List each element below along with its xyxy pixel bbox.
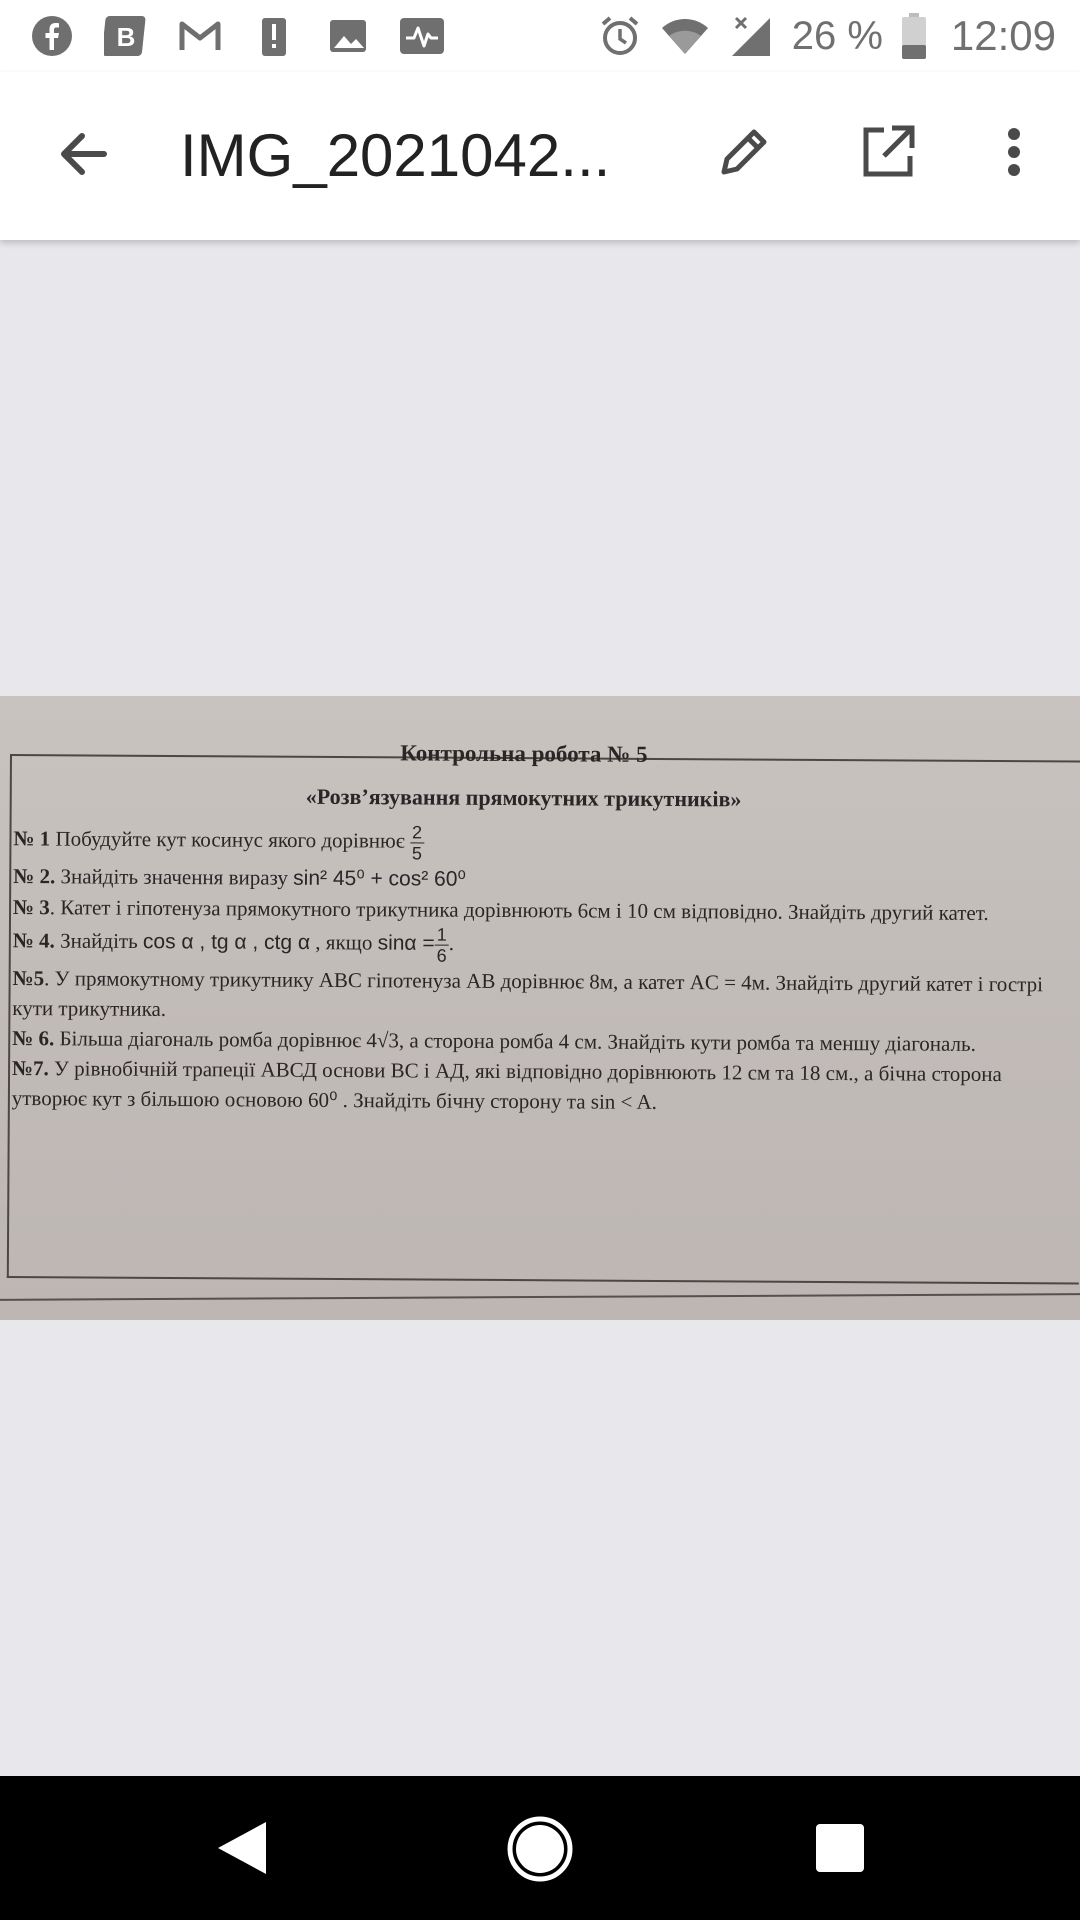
system-icons	[598, 10, 1056, 62]
nav-back-icon[interactable]	[210, 1816, 274, 1880]
task-7: №7. У рівнобічній трапеції АВСД основи ВС і АД, які відповідно дорівнюють 12 см та 18 см., а бічна сторона утворює кут з більшою основою 60⁰ . Знайдіть бічну сторону та sin < A.	[11, 1055, 1002, 1114]
back-arrow-icon[interactable]	[52, 122, 116, 186]
more-vert-icon[interactable]	[990, 120, 1038, 184]
status-bar	[0, 0, 1080, 72]
edit-icon[interactable]	[712, 120, 776, 184]
task-6: № 6. Більша діагональ ромба дорівнює 4√3, а сторона ромба 4 см. Знайдіть кути ромба та меншу діагональ.	[12, 1025, 976, 1056]
document-photo[interactable]	[0, 696, 1080, 1320]
open-external-icon[interactable]	[856, 120, 920, 184]
task-2: № 2. Знайдіть значення виразу sin² 45⁰ + cos² 60⁰	[13, 863, 466, 891]
facebook-icon	[28, 12, 76, 60]
image-icon	[324, 12, 372, 60]
app-bar	[0, 72, 1080, 240]
activity-icon	[398, 12, 446, 60]
task-5: №5. У прямокутному трикутнику ABC гіпотенуза AB дорівнює 8м, а катет AC = 4м. Знайдіть другий катет і гострі кути трикутника.	[12, 965, 1044, 1021]
document-heading: Контрольна робота № 5	[400, 740, 648, 767]
alert-icon	[250, 12, 298, 60]
file-title: IMG_2021042...	[180, 122, 611, 189]
fraction: $\frac{2}{5}$	[411, 822, 423, 864]
gmail-icon	[176, 12, 224, 60]
svg-text:B: B	[116, 22, 136, 52]
battery-icon	[901, 13, 927, 59]
document-text	[12, 736, 1074, 1119]
document-subheading: «Розв’язування прямокутних трикутників»	[305, 783, 742, 812]
sheet-bottom-line	[0, 1293, 1080, 1301]
notification-icons	[28, 12, 446, 60]
nav-recents-icon[interactable]	[816, 1824, 864, 1872]
signal-icon	[728, 14, 774, 58]
photo-viewer[interactable]	[0, 240, 1080, 1776]
wifi-icon	[660, 14, 710, 58]
battery-percentage: 26 %	[791, 13, 883, 58]
nav-home-icon[interactable]	[505, 1814, 575, 1884]
fraction: $\frac{1}{6}$	[436, 924, 447, 966]
clock: 12:09	[950, 12, 1056, 59]
task-4: № 4. Знайдіть cos α , tg α , ctg α , якщо sinα = $\frac{1}{6}$ .	[12, 924, 455, 966]
vk-icon	[102, 12, 150, 60]
task-1: № 1 Побудуйте кут косинус якого дорівнює $\frac{2}{5}$	[13, 822, 423, 864]
task-3: № 3. Катет і гіпотенуза прямокутного трикутника дорівнюють 6см і 10 см відповідно. Знайдіть другий катет.	[12, 894, 989, 925]
navigation-bar	[0, 1776, 1080, 1920]
alarm-icon	[598, 14, 642, 58]
